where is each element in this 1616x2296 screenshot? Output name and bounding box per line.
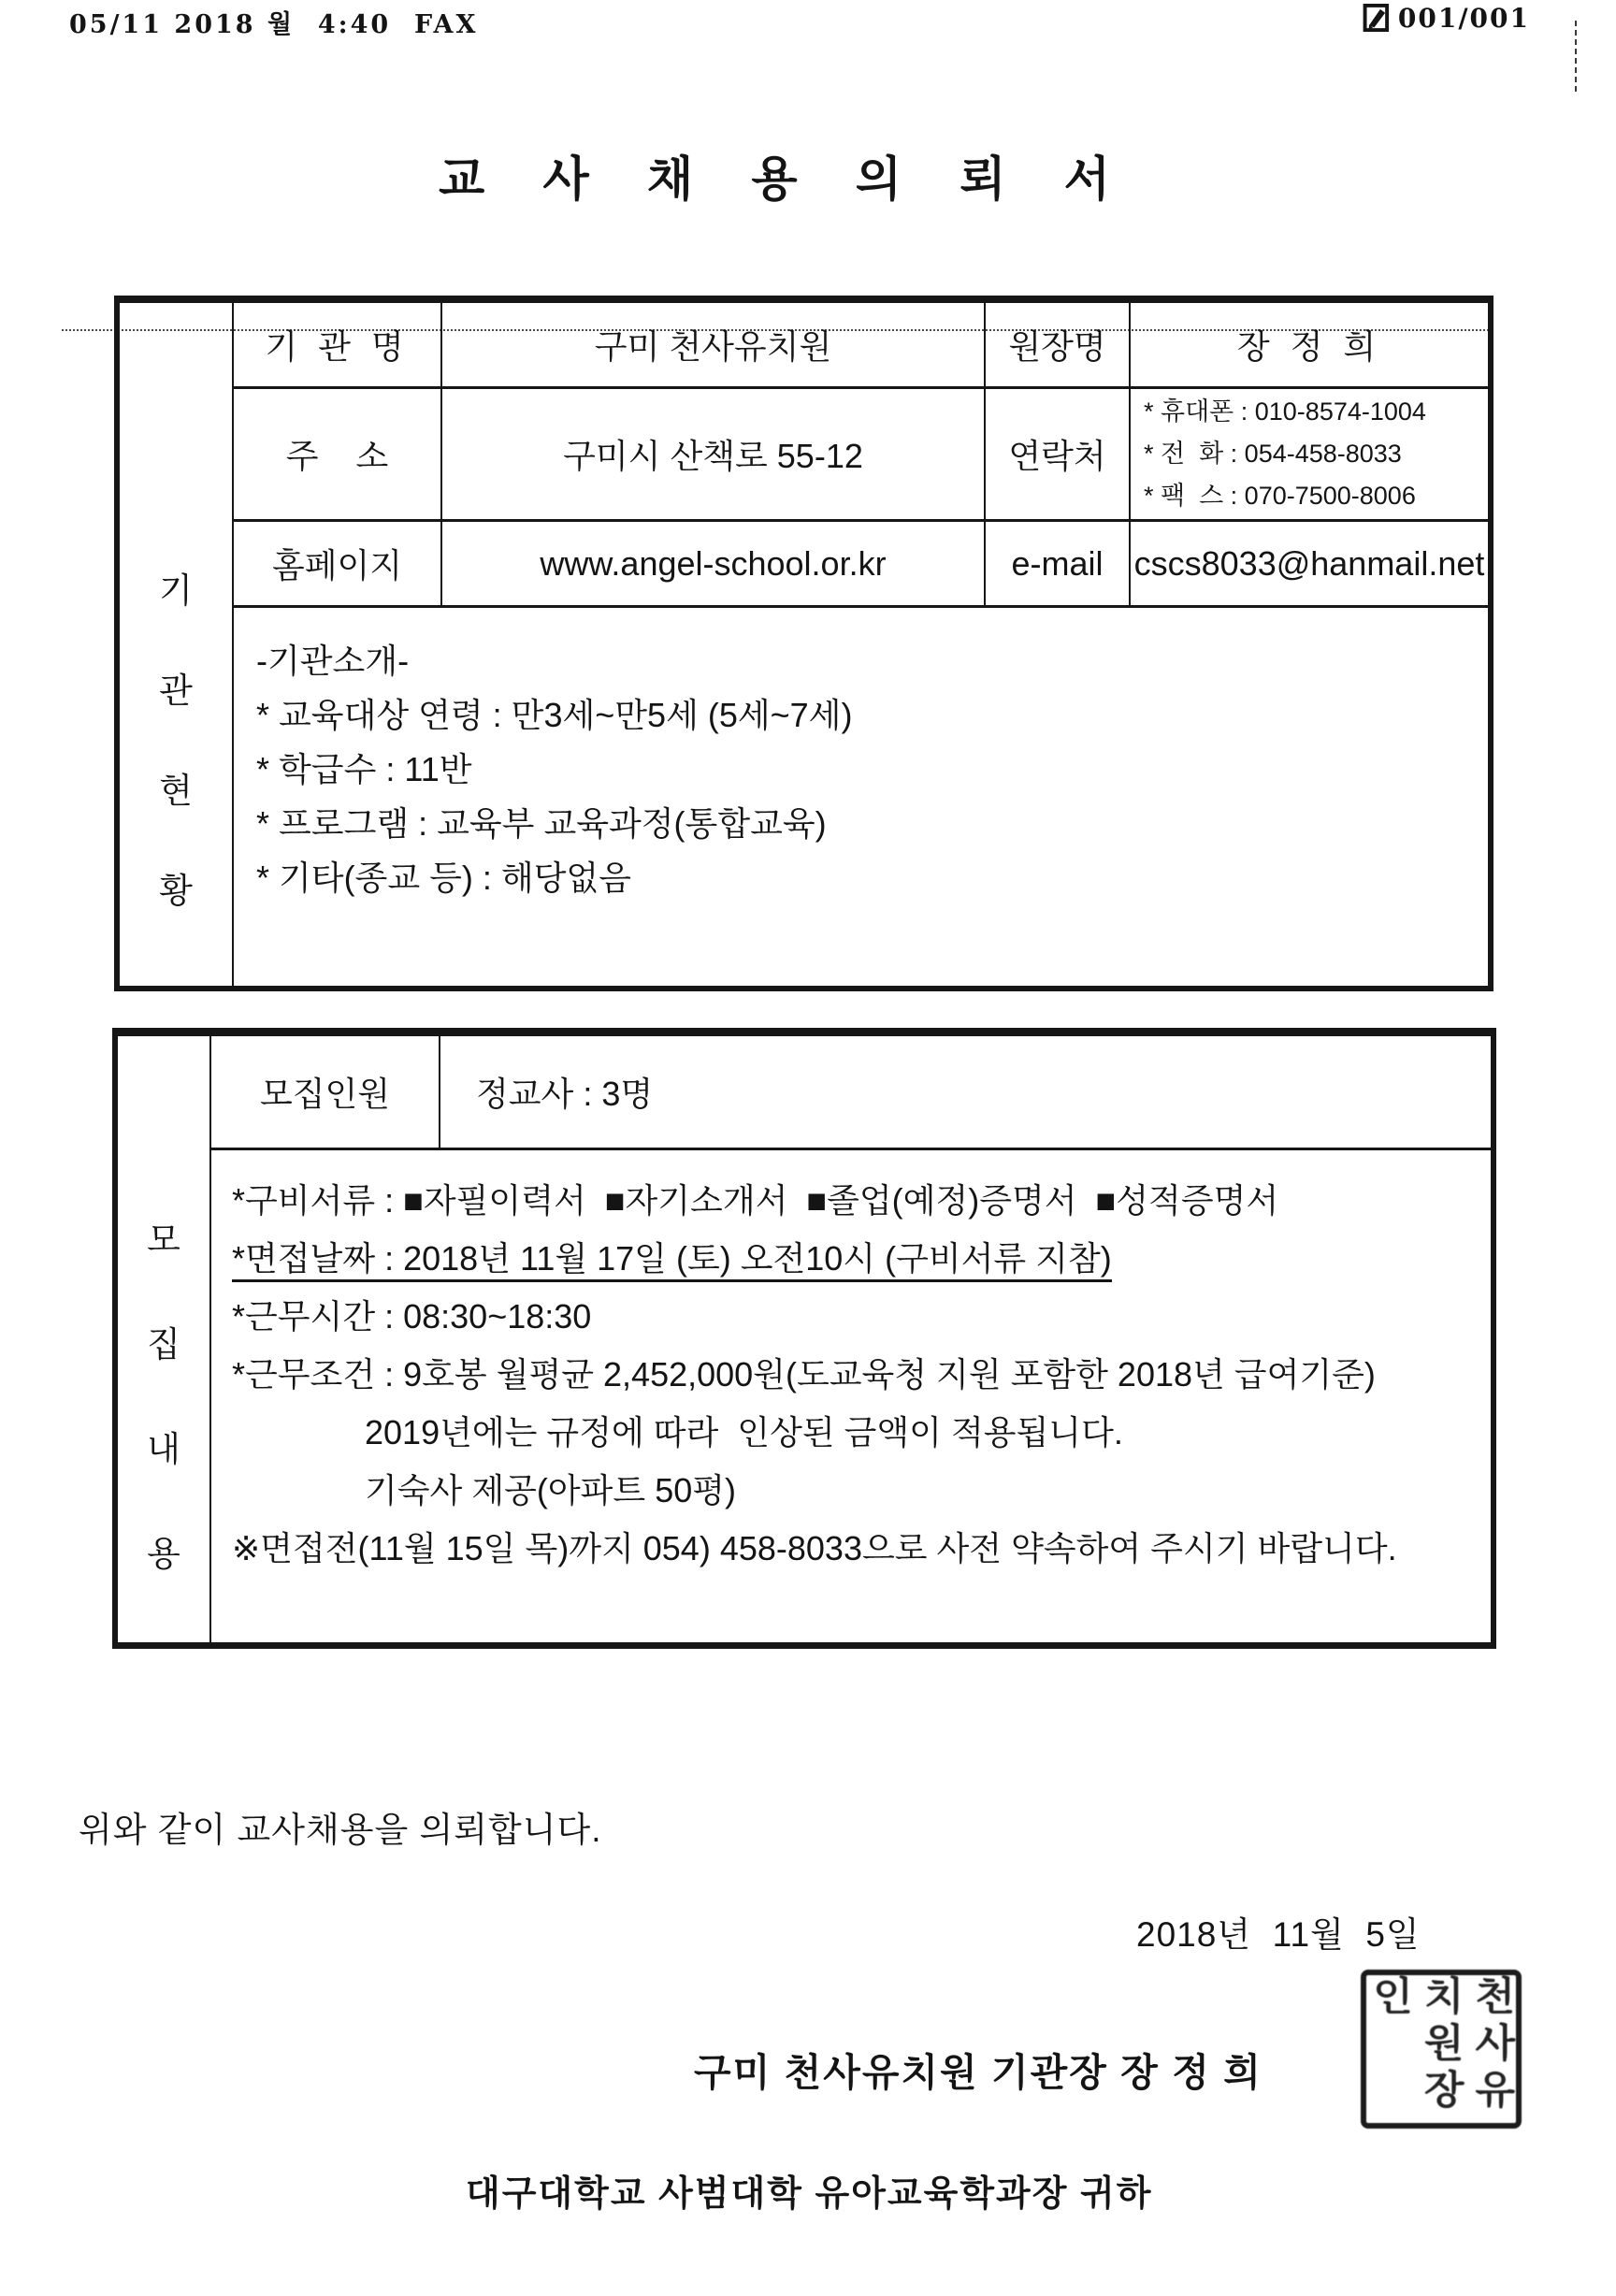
seal-text: 천사유치원장인 (1367, 1975, 1516, 2115)
table-row (234, 389, 1488, 522)
table-row (234, 303, 1488, 389)
director-label: 원장명 (986, 303, 1131, 386)
email-label: e-mail (986, 522, 1131, 605)
closing-statement: 위와 같이 교사채용을 의뢰합니다. (79, 1811, 602, 1849)
fax-timestamp: 05/11 2018 월 4:40 FAX (69, 10, 479, 39)
dormitory-line: 기숙사 제공(아파트 50평) (365, 1471, 737, 1509)
homepage-value: www.angel-school.or.kr (442, 522, 986, 605)
org-name-value: 구미 천사유치원 (442, 303, 986, 386)
org-intro-cell (234, 608, 1488, 986)
side-char: 기 (159, 571, 193, 610)
address-label: 주 소 (234, 389, 442, 519)
email-value: cscs8033@hanmail.net (1133, 543, 1485, 583)
contact-label: 연락처 (986, 389, 1131, 519)
side-char: 내 (147, 1430, 180, 1468)
interview-date-line (232, 1230, 1483, 1288)
closing-date: 2018년 11월 5일 (1136, 1915, 1421, 1954)
fax-page-count: 001/001 (1397, 2, 1530, 34)
org-intro-item: * 교육대상 연령 : 만3세~만5세 (5세~7세) (256, 696, 853, 734)
working-conditions-line: *근무조건 : 9호봉 월평균 2,452,000원(도교육청 지원 포함한 2018년 급여기준) (232, 1355, 1376, 1393)
appointment-note-line: ※면접전(11월 15일 목)까지 054) 458-8033으로 사전 약속하여 주시기 바랍니다. (232, 1529, 1397, 1567)
side-char: 현 (159, 772, 193, 810)
contact-fax: * 팩 스 : 070-7500-8006 (1144, 482, 1416, 510)
org-intro-heading: -기관소개- (256, 642, 410, 680)
address-value: 구미시 산책로 55-12 (442, 389, 986, 519)
recipient-line: 대구대학교 사범대학 유아교육학과장 귀하 (466, 2174, 1153, 2214)
fax-page-icon (1362, 2, 1392, 34)
contact-phone: * 전 화 : 054-458-8033 (1144, 440, 1402, 468)
org-table-side-label (120, 303, 234, 986)
org-name-label: 기 관 명 (234, 303, 442, 386)
side-char: 모 (147, 1220, 180, 1259)
document-title: 교 사 채 용 의 뢰 서 (439, 152, 1133, 206)
official-seal-stamp (1361, 1970, 1522, 2129)
org-info-table (114, 296, 1493, 991)
side-char: 황 (159, 872, 193, 910)
recruit-info-table (112, 1028, 1496, 1649)
homepage-label: 홈페이지 (234, 522, 442, 605)
director-value: 장 정 희 (1236, 327, 1382, 366)
scan-artifact-dashed-edge (1575, 21, 1577, 92)
required-documents-line: *구비서류 : ■자필이력서 ■자기소개서 ■졸업(예정)증명서 ■성적증명서 (232, 1181, 1279, 1220)
salary-note-line: 2019년에는 규정에 따라 인상된 금액이 적용됩니다. (365, 1413, 1123, 1451)
table-row (234, 522, 1488, 608)
recruit-count-label: 모집인원 (211, 1036, 440, 1148)
recruit-detail-cell (211, 1150, 1491, 1642)
org-intro-item: * 프로그램 : 교육부 교육과정(통합교육) (256, 804, 827, 843)
table-row (211, 1036, 1491, 1150)
recruit-count-value: 정교사 : 3명 (476, 1075, 654, 1113)
contact-value (1131, 389, 1488, 519)
org-intro-item: * 학급수 : 11반 (256, 750, 472, 788)
working-hours-line: *근무시간 : 08:30~18:30 (232, 1297, 592, 1336)
contact-mobile: * 휴대폰 : 010-8574-1004 (1144, 397, 1426, 426)
fax-page-indicator (1362, 2, 1530, 34)
org-intro-item: * 기타(종교 등) : 해당없음 (256, 859, 631, 897)
signature-line: 구미 천사유치원 기관장 장 정 희 (694, 2051, 1262, 2094)
side-char: 관 (159, 671, 193, 710)
side-char: 용 (147, 1535, 180, 1573)
recruit-table-side-label (118, 1036, 211, 1642)
side-char: 집 (147, 1325, 180, 1364)
interview-date-underlined: *면접날짜 : 2018년 11월 17일 (토) 오전10시 (구비서류 지참) (232, 1239, 1112, 1282)
